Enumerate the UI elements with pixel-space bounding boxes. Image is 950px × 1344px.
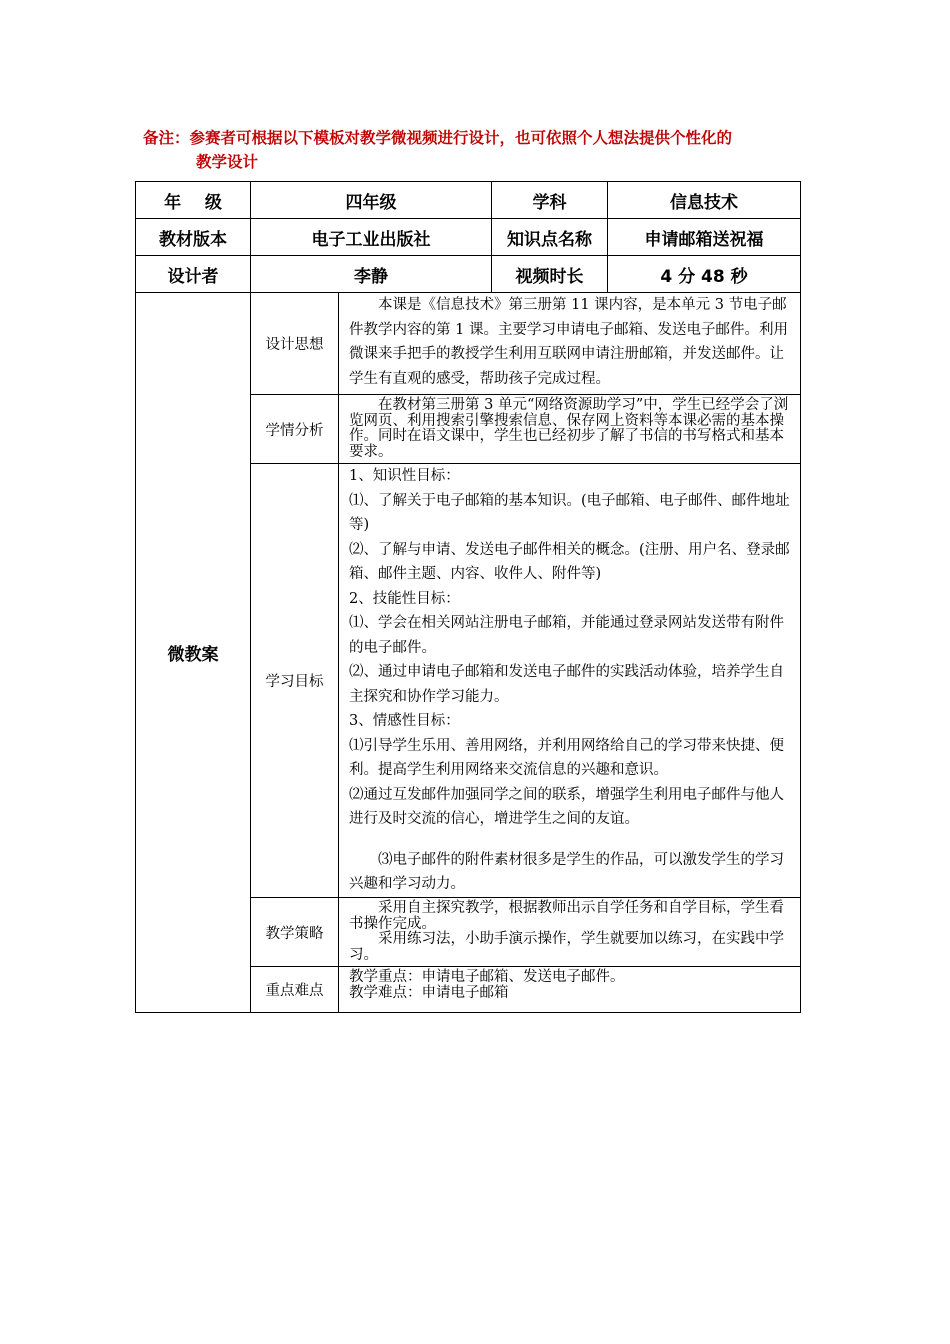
- design-label: 设计思想: [251, 293, 339, 395]
- designer-label: 设计者: [136, 256, 251, 293]
- strategy-line: 采用自主探究教学，根据教师出示自学任务和自学目标，学生看书操作完成。: [349, 900, 784, 932]
- edition-label: 教材版本: [136, 219, 251, 256]
- design-text: 本课是《信息技术》第三册第 11 课内容，是本单元 3 节电子邮件教学内容的第 1 课。主要学习申请电子邮箱、发送电子邮件。利用微课来手把手的教授学生利用互联网申请注册邮箱，并发送邮件。让学生有直观的感受，帮助孩子完成过程。: [349, 297, 788, 387]
- goal-line: ⑵、了解与申请、发送电子邮件相关的概念。(注册、用户名、登录邮箱、邮件主题、内容、收件人、附件等): [349, 541, 790, 582]
- edition-value: 电子工业出版社: [251, 219, 492, 256]
- grade-label: 年 级: [136, 182, 251, 219]
- header-row-1: [136, 182, 801, 219]
- strategy-label: 教学策略: [251, 898, 339, 967]
- plan-label: 微教案: [136, 293, 251, 1013]
- analysis-label: 学情分析: [251, 395, 339, 464]
- goal-line: 1、知识性目标：: [349, 468, 460, 484]
- note-line-2: 教学设计: [196, 153, 259, 171]
- grade-value: 四年级: [251, 182, 492, 219]
- knowledge-value: 申请邮箱送祝福: [608, 219, 801, 256]
- note-line-1: 备注：参赛者可根据以下模板对教学微视频进行设计，也可依照个人想法提供个性化的: [143, 129, 733, 147]
- goal-line: ⑶电子邮件的附件素材很多是学生的作品，可以激发学生的学习兴趣和学习动力。: [349, 851, 784, 892]
- header-row-3: [136, 256, 801, 293]
- note: [143, 126, 823, 174]
- strategy-line: 采用练习法，小助手演示操作，学生就要加以练习，在实践中学习。: [349, 931, 784, 963]
- subject-label: 学科: [492, 182, 608, 219]
- goal-line: ⑴、了解关于电子邮箱的基本知识。(电子邮箱、电子邮件、邮件地址等): [349, 492, 790, 533]
- lesson-plan-table: [135, 181, 801, 1013]
- goal-line: ⑵、通过申请电子邮箱和发送电子邮件的实践活动体验，培养学生自主探究和协作学习能力。: [349, 664, 784, 705]
- header-row-2: [136, 219, 801, 256]
- duration-value: 4 分 48 秒: [608, 256, 801, 293]
- goal-line: ⑵通过互发邮件加强同学之间的联系，增强学生利用电子邮件与他人进行及时交流的信心，增进学生之间的友谊。: [349, 786, 784, 827]
- goal-line: ⑴引导学生乐用、善用网络，并利用网络给自己的学习带来快捷、便利。提高学生利用网络来交流信息的兴趣和意识。: [349, 737, 784, 778]
- keypoints-line: 教学重点：申请电子邮箱、发送电子邮件。: [349, 969, 625, 985]
- goal-line: 2、技能性目标：: [349, 590, 460, 607]
- goals-label: 学习目标: [251, 464, 339, 898]
- knowledge-label: 知识点名称: [492, 219, 608, 256]
- duration-label: 视频时长: [492, 256, 608, 293]
- keypoints-label: 重点难点: [251, 967, 339, 1013]
- subject-value: 信息技术: [608, 182, 801, 219]
- analysis-text: 在教材第三册第 3 单元“网络资源助学习”中，学生已经学会了浏览网页、利用搜索引擎搜索信息、保存网上资料等本课必需的基本操作。同时在语文课中，学生也已经初步了解了书信的书写格式和基本要求。: [349, 397, 789, 460]
- goal-line: ⑴、学会在相关网站注册电子邮箱，并能通过登录网站发送带有附件的电子邮件。: [349, 615, 784, 656]
- design-row: [136, 293, 801, 395]
- keypoints-line: 教学难点：申请电子邮箱: [349, 984, 509, 1001]
- goal-line: 3、情感性目标：: [349, 713, 460, 729]
- designer-value: 李静: [251, 256, 492, 293]
